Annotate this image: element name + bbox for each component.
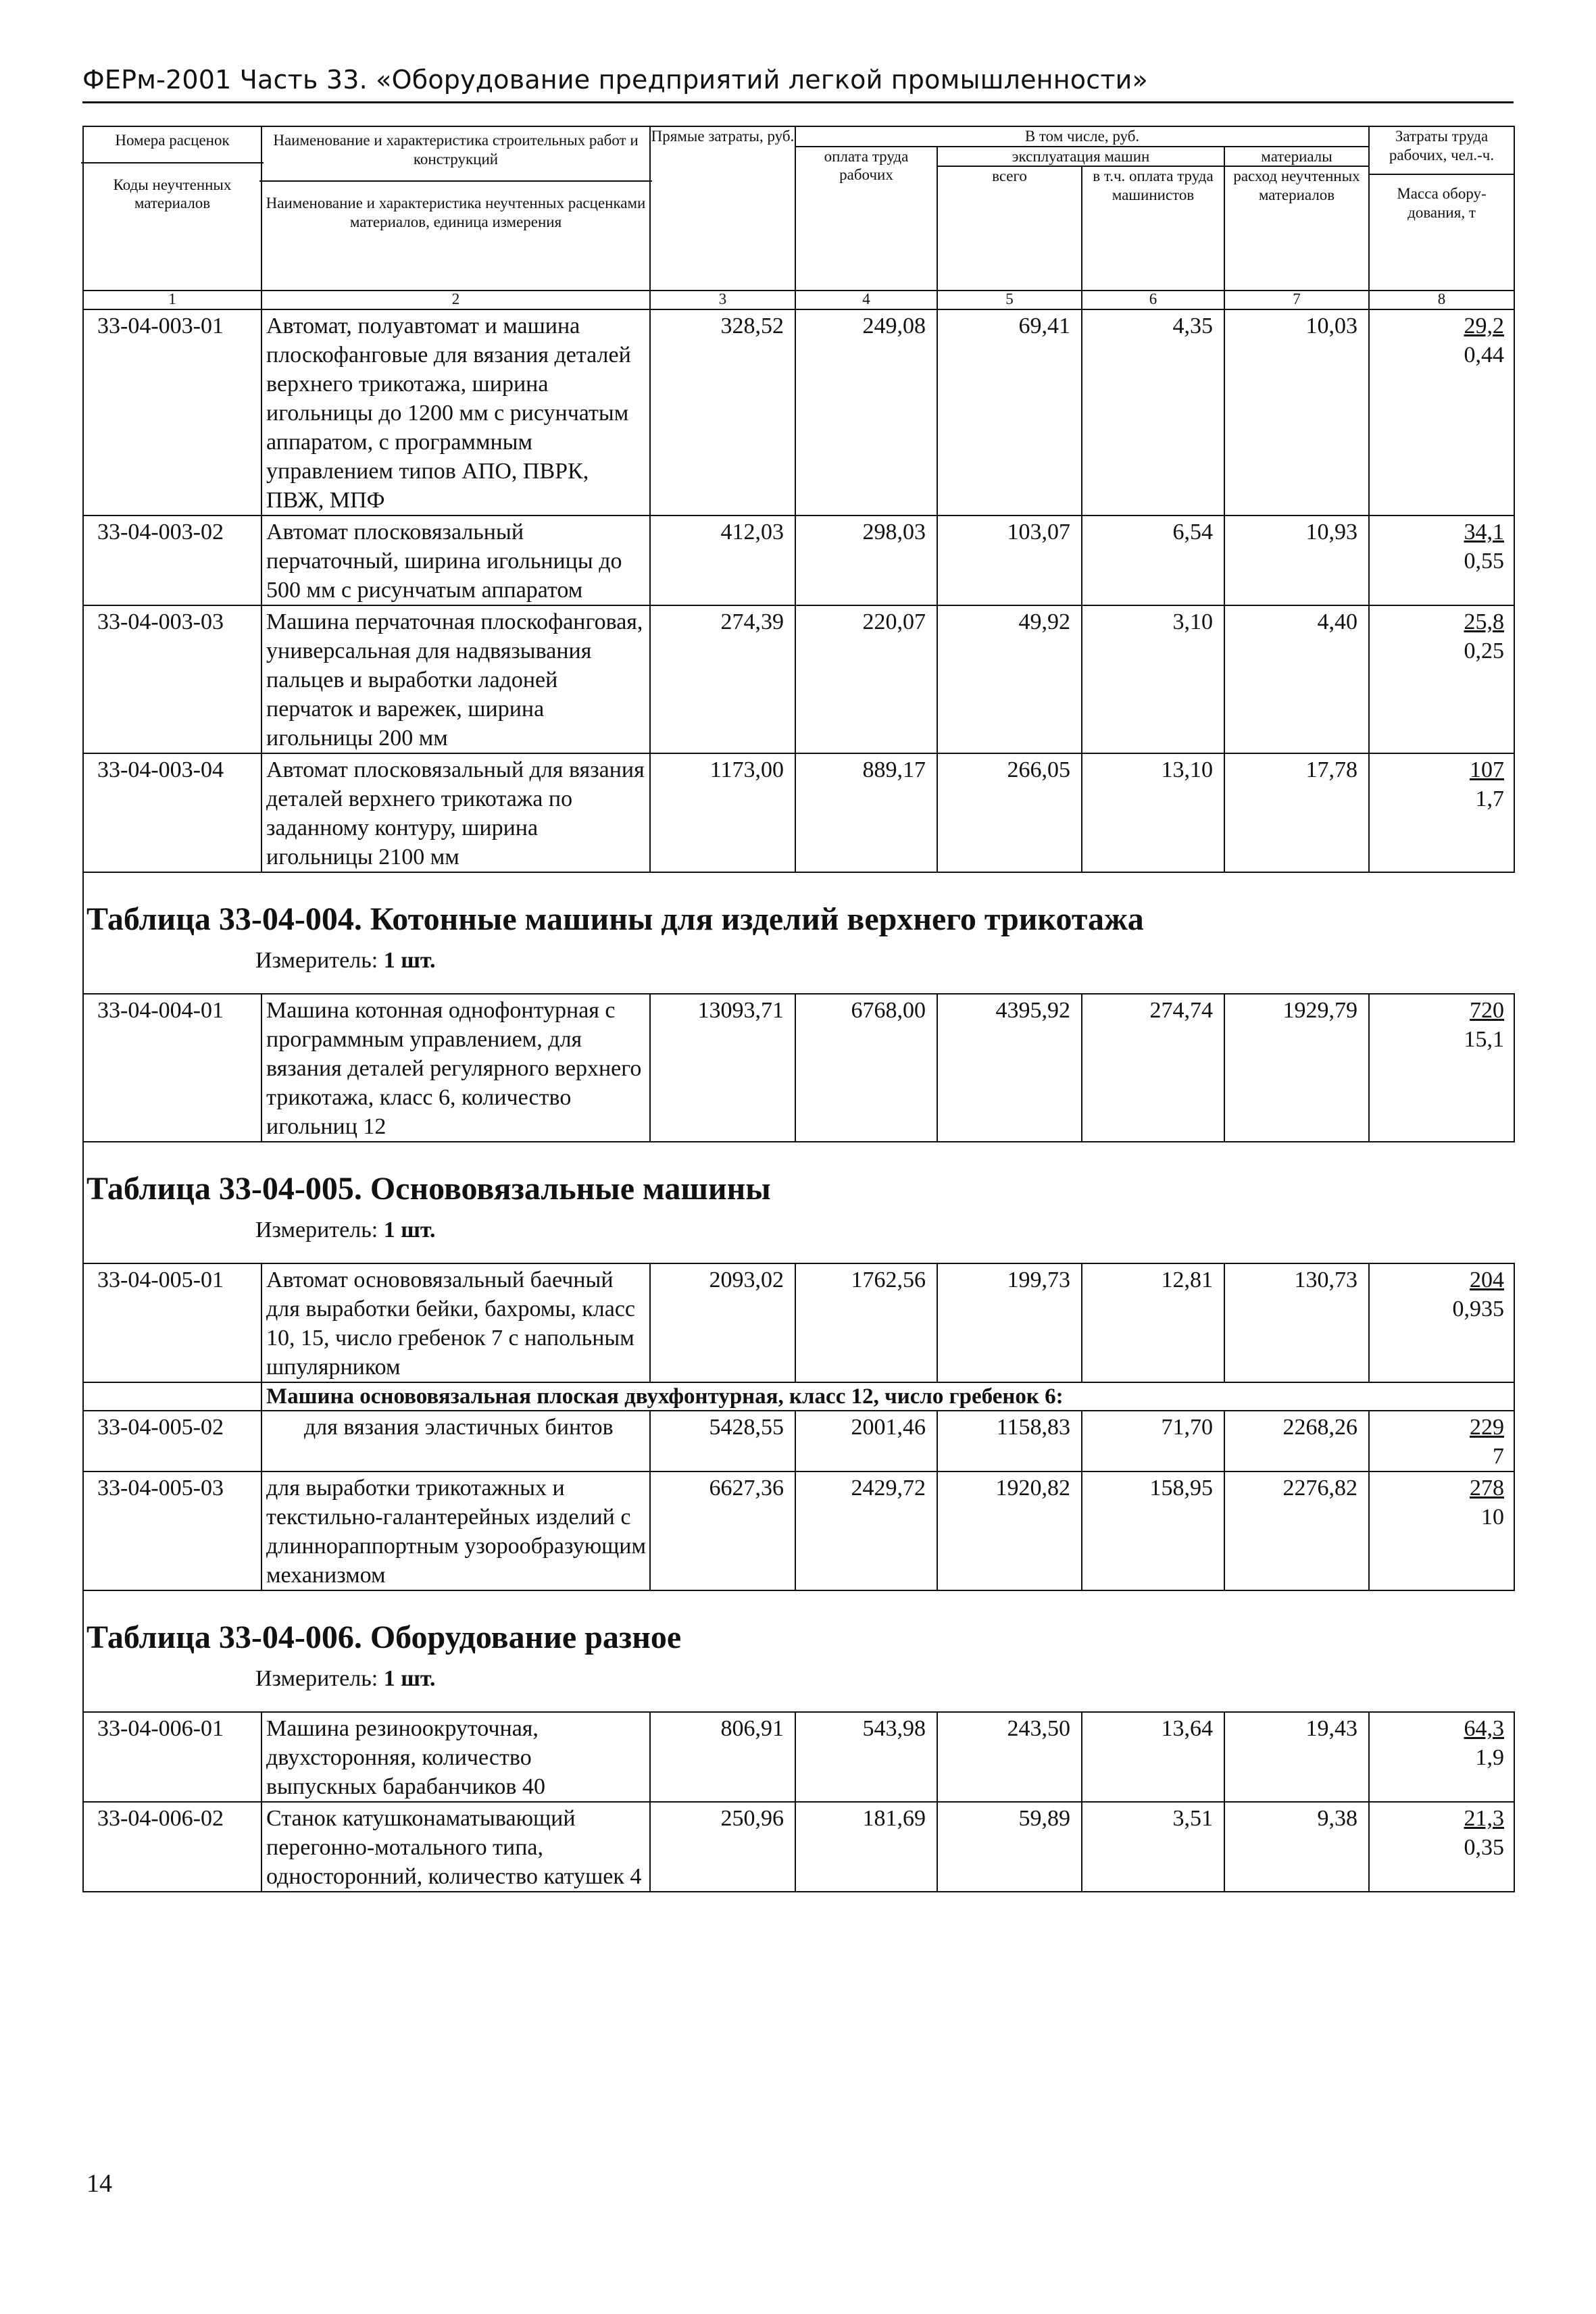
value-wages: 2429,72 [795,1472,937,1590]
value-mach: 243,50 [937,1712,1082,1802]
unit-line [84,1207,1514,1244]
labor-value: 720 [1470,998,1505,1024]
value-wages: 2001,46 [795,1411,937,1472]
colnum-3: 3 [650,291,795,309]
labor-mass-cell [1369,605,1514,753]
value-wages: 249,08 [795,309,937,515]
table-row [83,753,1514,872]
value-mat: 130,73 [1224,1263,1369,1382]
rate-description: Машина перчаточная плоскофанговая, универсальная для надвязывания пальцев и выработки ладоней перчаток и варежек, ширина игольницы 200 мм [261,605,650,753]
value-wages: 298,03 [795,515,937,605]
rate-description: Автомат плосковязальный для вязания деталей верхнего трикотажа по заданному контуру, ширина игольницы 2100 мм [261,753,650,872]
rate-code: 33-04-003-01 [83,309,261,515]
value-mach: 49,92 [937,605,1082,753]
value-mach: 266,05 [937,753,1082,872]
value-mach-wages: 274,74 [1082,994,1224,1142]
unit-value: 1 шт. [383,1666,436,1692]
rate-description: Машина котонная однофонтурная с программным управлением, для вязания деталей регулярного верхнего трикотажа, класс 6, количество игольниц 12 [261,994,650,1142]
table-caption: Таблица 33-04-004. Котонные машины для изделий верхнего трикотажа [86,901,1144,938]
unit-value: 1 шт. [383,948,436,974]
group-row [83,1382,1514,1411]
value-mat: 2268,26 [1224,1411,1369,1472]
labor-mass-cell [1369,515,1514,605]
value-wages: 889,17 [795,753,937,872]
rate-description: Автомат, полуавтомат и машина плоскофанговые для вязания деталей верхнего трикотажа, ширина игольницы до 1200 мм с рисунчатым аппаратом, с программным управлением типов АПО, ПВРК, ПВЖ, МПФ [261,309,650,515]
col-direct-header: Прямые затраты, руб. [650,126,795,291]
value-mach-wages: 3,10 [1082,605,1224,753]
colnum-2: 2 [261,291,650,309]
mass-value: 0,44 [1464,343,1505,368]
colnum-6: 6 [1082,291,1224,309]
rate-code: 33-04-004-01 [83,994,261,1142]
table-row [83,1411,1514,1472]
table-row [83,1802,1514,1892]
rate-description: Машина резиноокруточная, двухсторонняя, количество выпускных барабанчиков 40 [261,1712,650,1802]
group-title: Машина основовязальная плоская двухфонтурная, класс 12, число гребенок 6: [261,1382,1514,1411]
rate-code: 33-04-003-04 [83,753,261,872]
page-header: ФЕРм-2001 Часть 33. «Оборудование предприятий легкой промышленности» [82,65,1148,95]
rate-code: 33-04-006-01 [83,1712,261,1802]
mass-value: 15,1 [1464,1027,1505,1053]
column-numbers-row [83,291,1514,309]
page-number: 14 [86,2169,112,2198]
table-caption-row [83,1142,1514,1263]
table-caption: Таблица 33-04-005. Основовязальные машины [86,1171,771,1207]
labor-value: 64,3 [1464,1716,1505,1742]
table-row [83,1472,1514,1590]
header-rule [82,101,1514,103]
value-mach-wages: 6,54 [1082,515,1224,605]
value-mach: 1158,83 [937,1411,1082,1472]
value-mach-wages: 13,64 [1082,1712,1224,1802]
mass-value: 0,25 [1464,638,1505,664]
table-caption: Таблица 33-04-006. Оборудование разное [86,1619,682,1656]
value-direct: 328,52 [650,309,795,515]
table-row [83,1712,1514,1802]
table-row [83,605,1514,753]
value-direct: 806,91 [650,1712,795,1802]
value-mach-wages: 71,70 [1082,1411,1224,1472]
table-caption-row [83,1590,1514,1712]
labor-mass-cell [1369,994,1514,1142]
labor-mass-cell [1369,1411,1514,1472]
col-mach-wages-header: в т.ч. оплата труда машинистов [1082,166,1224,291]
mass-value: 1,7 [1475,786,1505,812]
value-direct: 1173,00 [650,753,795,872]
value-direct: 5428,55 [650,1411,795,1472]
value-wages: 181,69 [795,1802,937,1892]
value-direct: 13093,71 [650,994,795,1142]
value-direct: 6627,36 [650,1472,795,1590]
col-materials-header: материалы [1224,147,1369,167]
value-mach-wages: 158,95 [1082,1472,1224,1590]
rate-description: Автомат основовязальный баечный для выработки бейки, бахромы, класс 10, 15, число гребенок 7 с напольным шпулярником [261,1263,650,1382]
labor-value: 278 [1470,1476,1505,1501]
labor-mass-cell [1369,1712,1514,1802]
value-mach: 103,07 [937,515,1082,605]
rate-code: 33-04-005-03 [83,1472,261,1590]
colnum-8: 8 [1369,291,1514,309]
rate-description: для выработки трикотажных и текстильно-галантерейных изделий с длиннораппортным узорообразующим механизмом [261,1472,650,1590]
mass-value: 0,935 [1452,1297,1505,1322]
colnum-1: 1 [83,291,261,309]
value-mach-wages: 13,10 [1082,753,1224,872]
rate-code: 33-04-006-02 [83,1802,261,1892]
value-direct: 2093,02 [650,1263,795,1382]
colnum-5: 5 [937,291,1082,309]
unit-label: Измеритель: [255,1217,378,1243]
value-wages: 543,98 [795,1712,937,1802]
col-mach-total-header: всего [937,166,1082,291]
colnum-4: 4 [795,291,937,309]
value-direct: 412,03 [650,515,795,605]
unit-line [84,938,1514,974]
labor-value: 34,1 [1464,520,1505,545]
col-codes-header: Номера расценок Коды неучтенных материалов [83,126,261,291]
unit-label: Измеритель: [255,1666,378,1692]
rate-code: 33-04-005-01 [83,1263,261,1382]
labor-value: 29,2 [1464,313,1505,339]
value-mat: 2276,82 [1224,1472,1369,1590]
labor-value: 204 [1470,1267,1505,1293]
labor-value: 107 [1470,757,1505,783]
mass-value: 1,9 [1475,1745,1505,1771]
col-names-header: Наименование и характеристика строительных работ и конструкций Наименование и характеристика неучтенных расценками материалов, единица измерения [261,126,650,291]
col-labor-header: Затраты труда рабочих, чел.-ч. Масса обору- дования, т [1369,126,1514,291]
value-mach: 69,41 [937,309,1082,515]
table-row [83,1263,1514,1382]
col-incl-header: В том числе, руб. [795,126,1369,147]
value-wages: 1762,56 [795,1263,937,1382]
labor-mass-cell [1369,309,1514,515]
rate-code: 33-04-005-02 [83,1411,261,1472]
table-row [83,309,1514,515]
labor-mass-cell [1369,1802,1514,1892]
table-row [83,515,1514,605]
rate-description: для вязания эластичных бинтов [261,1411,650,1472]
value-mach-wages: 3,51 [1082,1802,1224,1892]
value-mat: 1929,79 [1224,994,1369,1142]
unit-line [84,1656,1514,1692]
mass-value: 7 [1493,1444,1505,1469]
value-mat: 9,38 [1224,1802,1369,1892]
labor-value: 25,8 [1464,609,1505,635]
value-wages: 220,07 [795,605,937,753]
labor-mass-cell [1369,1263,1514,1382]
value-mach-wages: 4,35 [1082,309,1224,515]
value-direct: 274,39 [650,605,795,753]
value-wages: 6768,00 [795,994,937,1142]
rate-description: Станок катушконаматывающий перегонно-мотального типа, односторонний, количество катушек 4 [261,1802,650,1892]
mass-value: 0,35 [1464,1835,1505,1861]
labor-mass-cell [1369,1472,1514,1590]
value-mach: 199,73 [937,1263,1082,1382]
labor-mass-cell [1369,753,1514,872]
labor-value: 21,3 [1464,1806,1505,1832]
table-caption-row [83,872,1514,994]
colnum-7: 7 [1224,291,1369,309]
rates-table [82,126,1515,1892]
unit-value: 1 шт. [383,1217,436,1243]
mass-value: 10 [1481,1505,1505,1530]
col-wages-header: оплата труда рабочих [795,147,937,291]
value-mach: 59,89 [937,1802,1082,1892]
value-mat: 4,40 [1224,605,1369,753]
col-machines-header: эксплуатация машин [937,147,1224,167]
value-mach-wages: 12,81 [1082,1263,1224,1382]
value-mat: 19,43 [1224,1712,1369,1802]
rate-code: 33-04-003-02 [83,515,261,605]
value-direct: 250,96 [650,1802,795,1892]
col-mat-header: расход неучтенных материалов [1224,166,1369,291]
unit-label: Измеритель: [255,948,378,974]
value-mach: 4395,92 [937,994,1082,1142]
rate-code: 33-04-003-03 [83,605,261,753]
value-mat: 10,03 [1224,309,1369,515]
rate-description: Автомат плосковязальный перчаточный, ширина игольницы до 500 мм с рисунчатым аппаратом [261,515,650,605]
table-row [83,994,1514,1142]
value-mach: 1920,82 [937,1472,1082,1590]
value-mat: 10,93 [1224,515,1369,605]
mass-value: 0,55 [1464,549,1505,574]
value-mat: 17,78 [1224,753,1369,872]
labor-value: 229 [1470,1415,1505,1440]
